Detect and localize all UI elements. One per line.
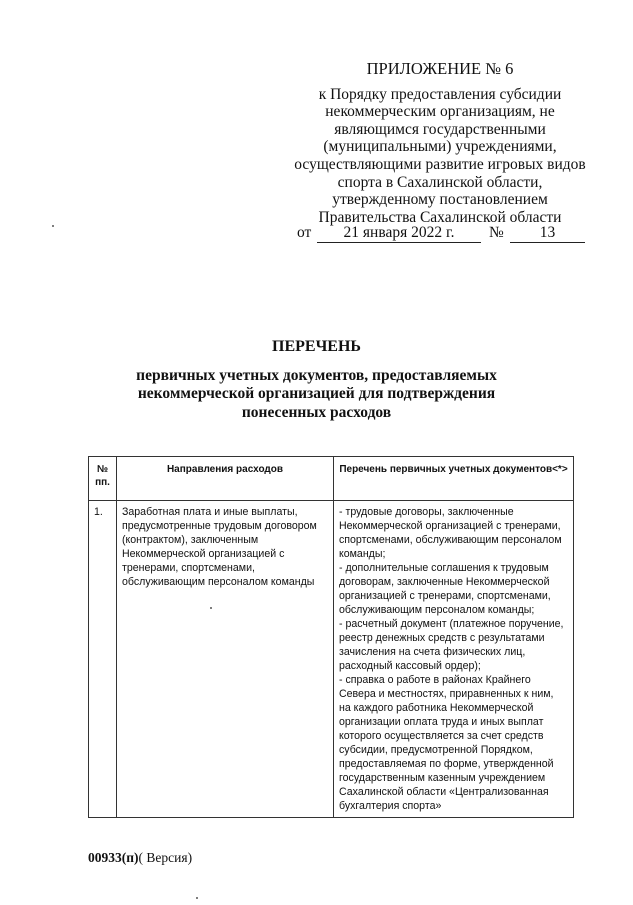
document-item: - трудовые договоры, заключенные Некоммерческой организацией с тренерами, спортсменами, обслуживающим персоналом команды;: [339, 506, 562, 560]
resolution-number: 13: [510, 224, 585, 243]
footer: [88, 850, 192, 866]
footer-version: ( Версия): [138, 850, 193, 865]
table-row: [89, 501, 574, 818]
annex-line: утвержденному постановлением: [332, 191, 548, 209]
title-line: понесенных расходов: [241, 403, 392, 421]
footer-code: 00933(п): [88, 850, 139, 865]
header-documents: Перечень первичных учетных документов<*>: [334, 457, 574, 501]
resolution-date: 21 января 2022 г.: [317, 224, 481, 243]
header-direction: Направления расходов: [117, 457, 334, 501]
annex-line: некоммерческим организациям, не: [325, 103, 555, 121]
row-documents: [334, 501, 574, 818]
scan-speck: [52, 225, 54, 227]
document-item: - справка о работе в районах Крайнего Севера и местностях, приравненных к ним, на каждого работника Некоммерческой организации оплата труда и иных выплат которого осуществляется за счет средств субсидии, предусмотренной Порядком, предоставляемая по форме, утвержденной государственным казенным учреждением Сахалинской области «Централизованная бухгалтерия спорта»: [339, 674, 554, 812]
document-item: - расчетный документ (платежное поручение, реестр денежных средств с результатами зачисления на счета физических лиц, расходный кассовый ордер);: [339, 618, 564, 672]
annex-header: [290, 60, 590, 226]
annex-line: к Порядку предоставления субсидии: [318, 85, 562, 103]
documents-table: [88, 456, 574, 818]
document-title: [0, 338, 633, 422]
annex-line: Правительства Сахалинской области: [318, 208, 562, 226]
annex-line: осуществляющими развитие игровых видов: [294, 155, 586, 173]
annex-line: (муниципальными) учреждениями,: [323, 138, 557, 156]
annex-title: ПРИЛОЖЕНИЕ № 6: [366, 59, 514, 78]
title-line: некоммерческой организацией для подтверждения: [137, 385, 496, 402]
annex-line: спорта в Сахалинской области,: [337, 173, 543, 191]
row-direction: Заработная плата и иные выплаты, предусмотренные трудовым договором (контрактом), заключенным Некоммерческой организацией с тренерами, спортсменами, обслуживающим персоналом команды: [117, 501, 334, 818]
annex-line: являющимся государственными: [334, 120, 546, 138]
resolution-reference: [297, 224, 597, 246]
title-main: ПЕРЕЧЕНЬ: [272, 338, 361, 355]
header-number: № пп.: [89, 457, 117, 501]
title-line: первичных учетных документов, предоставляемых: [136, 366, 497, 384]
from-label: от: [297, 224, 312, 241]
number-label: №: [489, 224, 504, 241]
document-item: - дополнительные соглашения к трудовым договорам, заключенные Некоммерческой организацией с тренерами, спортсменами, обслуживающим персоналом команды;: [339, 562, 551, 616]
scan-speck: [196, 897, 198, 899]
row-number: 1.: [89, 501, 117, 818]
scan-speck: [210, 607, 212, 609]
table-header-row: [89, 457, 574, 501]
